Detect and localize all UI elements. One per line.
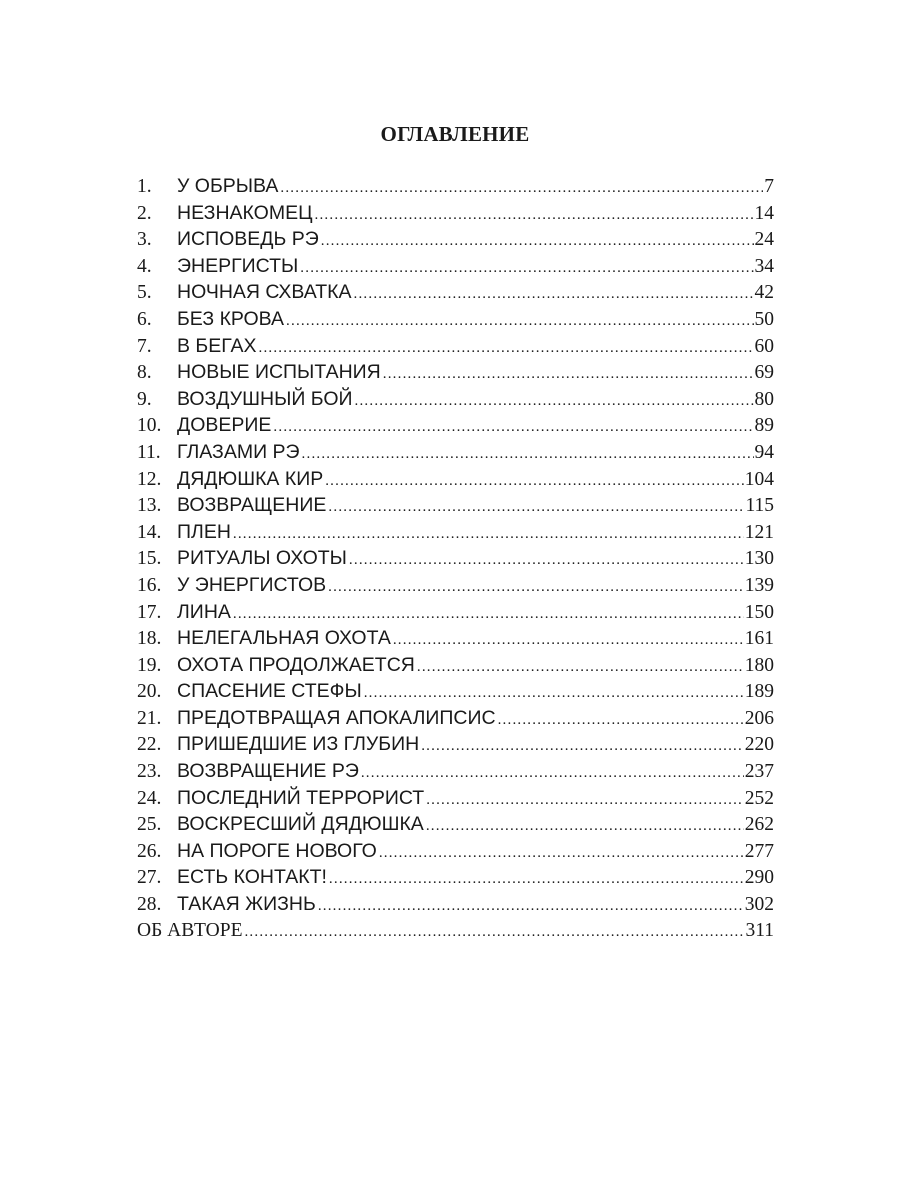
- toc-entry-title: ОБ АВТОРЕ: [137, 919, 243, 941]
- toc-dot-leader: [417, 654, 744, 681]
- toc-entry-title: ВОЗВРАЩЕНИЕ: [177, 494, 327, 517]
- toc-dot-leader: [426, 813, 744, 840]
- toc-entry-page: 24: [754, 229, 774, 251]
- toc-entry: [137, 386, 774, 413]
- toc-entry-title: ПРИШЕДШИЕ ИЗ ГЛУБИН: [177, 733, 420, 756]
- toc-entry-title: СПАСЕНИЕ СТЕФЫ: [177, 680, 362, 703]
- toc-entry: [137, 864, 774, 891]
- toc-entry: [137, 811, 774, 838]
- toc-entry-title: ЕСТЬ КОНТАКТ!: [177, 866, 327, 889]
- toc-entry-number: 16.: [137, 574, 162, 596]
- toc-entry: [137, 678, 774, 705]
- toc-entry-title: ПРЕДОТВРАЩАЯ АПОКАЛИПСИС: [177, 706, 496, 729]
- toc-entry-title: ЭНЕРГИСТЫ: [177, 254, 299, 277]
- toc-entry-title: ДЯДЮШКА КИР: [177, 467, 324, 490]
- toc-entry-title: ОХОТА ПРОДОЛЖАЕТСЯ: [177, 653, 415, 676]
- toc-entry-page: 189: [744, 681, 774, 703]
- toc-entry-page: 311: [745, 919, 774, 941]
- toc-entry-title: ДОВЕРИЕ: [177, 414, 272, 437]
- toc-entry: [137, 785, 774, 812]
- toc-entry-page: 206: [744, 707, 774, 729]
- toc-entry-title: ВОЗДУШНЫЙ БОЙ: [177, 387, 353, 410]
- toc-entry-title: ПОСЛЕДНИЙ ТЕРРОРИСТ: [177, 786, 425, 809]
- toc-dot-leader: [393, 627, 744, 654]
- toc-entry: [137, 173, 774, 200]
- toc-entry-number: 27.: [137, 867, 162, 889]
- toc-dot-leader: [349, 547, 744, 574]
- toc-dot-leader: [426, 787, 744, 814]
- toc-entry: [137, 466, 774, 493]
- toc-dot-leader: [421, 733, 744, 760]
- toc-entry-number: 18.: [137, 628, 162, 650]
- toc-dot-leader: [302, 441, 754, 468]
- toc-entry-page: 80: [754, 388, 774, 410]
- toc-entry: [137, 758, 774, 785]
- toc-entry: [137, 572, 774, 599]
- toc-entry-title: ИСПОВЕДЬ РЭ: [177, 228, 319, 251]
- toc-entry-page: 94: [754, 441, 774, 463]
- toc-entry-page: 262: [744, 814, 774, 836]
- toc-entry-number: 4.: [137, 255, 152, 277]
- toc-entry-page: 290: [744, 867, 774, 889]
- toc-entry-number: 22.: [137, 734, 162, 756]
- toc-entry-page: 115: [745, 495, 774, 517]
- toc-entry-title: ЛИНА: [177, 600, 231, 623]
- toc-entry-page: 34: [754, 255, 774, 277]
- toc-entry-page: 161: [744, 628, 774, 650]
- toc-entry-number: 14.: [137, 521, 162, 543]
- toc-entry-page: 89: [754, 415, 774, 437]
- toc-entry: [137, 306, 774, 333]
- toc-entry-title: ГЛАЗАМИ РЭ: [177, 440, 300, 463]
- toc-entry: [137, 279, 774, 306]
- toc-entry: [137, 253, 774, 280]
- toc-entry: [137, 545, 774, 572]
- toc-entry: [137, 625, 774, 652]
- toc-entry-number: 1.: [137, 176, 152, 197]
- toc-dot-leader: [244, 919, 744, 946]
- toc-entry-title: НЕЛЕГАЛЬНАЯ ОХОТА: [177, 627, 391, 650]
- toc-entry-page: 14: [754, 202, 774, 224]
- toc-dot-leader: [361, 760, 744, 787]
- toc-dot-leader: [280, 175, 763, 202]
- toc-entry-title: В БЕГАХ: [177, 334, 257, 357]
- toc-dot-leader: [321, 228, 754, 255]
- toc-entry-number: 2.: [137, 202, 152, 224]
- toc-entry-page: 237: [744, 761, 774, 783]
- toc-dot-leader: [364, 680, 744, 707]
- toc-entry-page: 220: [744, 734, 774, 756]
- toc-entry-page: 130: [744, 548, 774, 570]
- toc-dot-leader: [329, 866, 744, 893]
- toc-entry-title: НА ПОРОГЕ НОВОГО: [177, 839, 377, 862]
- toc-entry-number: 10.: [137, 415, 162, 437]
- toc-dot-leader: [286, 308, 753, 335]
- toc-entry-about-author: [137, 918, 774, 945]
- toc-dot-leader: [233, 601, 744, 628]
- toc-entry: [137, 359, 774, 386]
- toc-entry-number: 24.: [137, 787, 162, 809]
- toc-entry-number: 28.: [137, 894, 162, 916]
- toc-entry-page: 69: [754, 362, 774, 384]
- toc-entry-number: 21.: [137, 707, 162, 729]
- toc-entry: [137, 439, 774, 466]
- toc-dot-leader: [354, 281, 754, 308]
- toc-entry-number: 8.: [137, 362, 152, 384]
- toc-entry: [137, 412, 774, 439]
- toc-list: [137, 173, 774, 944]
- toc-entry-title: У ЭНЕРГИСТОВ: [177, 573, 327, 596]
- toc-entry-number: 3.: [137, 229, 152, 251]
- toc-dot-leader: [233, 521, 744, 548]
- toc-entry-page: 150: [744, 601, 774, 623]
- toc-entry: [137, 599, 774, 626]
- toc-heading: ОГЛАВЛЕНИЕ: [380, 122, 530, 146]
- toc-dot-leader: [325, 468, 744, 495]
- toc-entry-title: ВОЗВРАЩЕНИЕ РЭ: [177, 760, 359, 783]
- toc-dot-leader: [318, 893, 744, 920]
- toc-entry: [137, 226, 774, 253]
- toc-entry-page: 277: [744, 840, 774, 862]
- toc-dot-leader: [498, 707, 744, 734]
- toc-entry-title: НЕЗНАКОМЕЦ: [177, 201, 313, 224]
- toc-dot-leader: [383, 361, 754, 388]
- toc-entry: [137, 731, 774, 758]
- toc-entry-number: 11.: [137, 441, 161, 463]
- toc-entry-number: 17.: [137, 601, 162, 623]
- toc-entry-title: ТАКАЯ ЖИЗНЬ: [177, 893, 316, 916]
- toc-entry-page: 252: [744, 787, 774, 809]
- toc-entry: [137, 519, 774, 546]
- toc-dot-leader: [328, 494, 744, 521]
- toc-dot-leader: [315, 202, 754, 229]
- toc-entry-number: 7.: [137, 335, 152, 357]
- toc-dot-leader: [328, 574, 744, 601]
- toc-entry-title: БЕЗ КРОВА: [177, 307, 285, 330]
- toc-entry: [137, 838, 774, 865]
- toc-entry: [137, 705, 774, 732]
- toc-dot-leader: [259, 335, 754, 362]
- toc-dot-leader: [273, 414, 753, 441]
- toc-entry-title: ПЛЕН: [177, 520, 231, 543]
- toc-entry: [137, 891, 774, 918]
- toc-entry-number: 19.: [137, 654, 162, 676]
- toc-entry-page: 50: [754, 308, 774, 330]
- toc-entry-number: 23.: [137, 761, 162, 783]
- toc-entry: [137, 200, 774, 227]
- toc-entry-page: 42: [754, 282, 774, 304]
- toc-entry-number: 6.: [137, 308, 152, 330]
- toc-entry-number: 26.: [137, 840, 162, 862]
- toc-entry: [137, 333, 774, 360]
- toc-entry-page: 104: [744, 468, 774, 490]
- toc-entry-number: 13.: [137, 495, 162, 517]
- toc-entry-title: НОВЫЕ ИСПЫТАНИЯ: [177, 361, 381, 384]
- toc-entry-title: ВОСКРЕСШИЙ ДЯДЮШКА: [177, 813, 424, 836]
- toc-entry-page: 180: [744, 654, 774, 676]
- toc-entry-number: 20.: [137, 681, 162, 703]
- toc-entry-title: У ОБРЫВА: [177, 175, 279, 197]
- toc-entry-page: 60: [754, 335, 774, 357]
- toc-entry-page: 139: [744, 574, 774, 596]
- toc-entry-page: 302: [744, 894, 774, 916]
- toc-dot-leader: [355, 388, 754, 415]
- toc-entry-number: 25.: [137, 814, 162, 836]
- toc-entry-number: 9.: [137, 388, 152, 410]
- toc-entry-page: 121: [744, 521, 774, 543]
- toc-entry-title: РИТУАЛЫ ОХОТЫ: [177, 547, 347, 570]
- toc-entry: [137, 652, 774, 679]
- toc-entry: [137, 492, 774, 519]
- toc-entry-number: 15.: [137, 548, 162, 570]
- toc-entry-number: 12.: [137, 468, 162, 490]
- toc-entry-page: 7: [764, 176, 774, 197]
- toc-entry-number: 5.: [137, 282, 152, 304]
- toc-dot-leader: [300, 255, 753, 282]
- toc-dot-leader: [379, 840, 744, 867]
- toc-entry-title: НОЧНАЯ СХВАТКА: [177, 281, 352, 304]
